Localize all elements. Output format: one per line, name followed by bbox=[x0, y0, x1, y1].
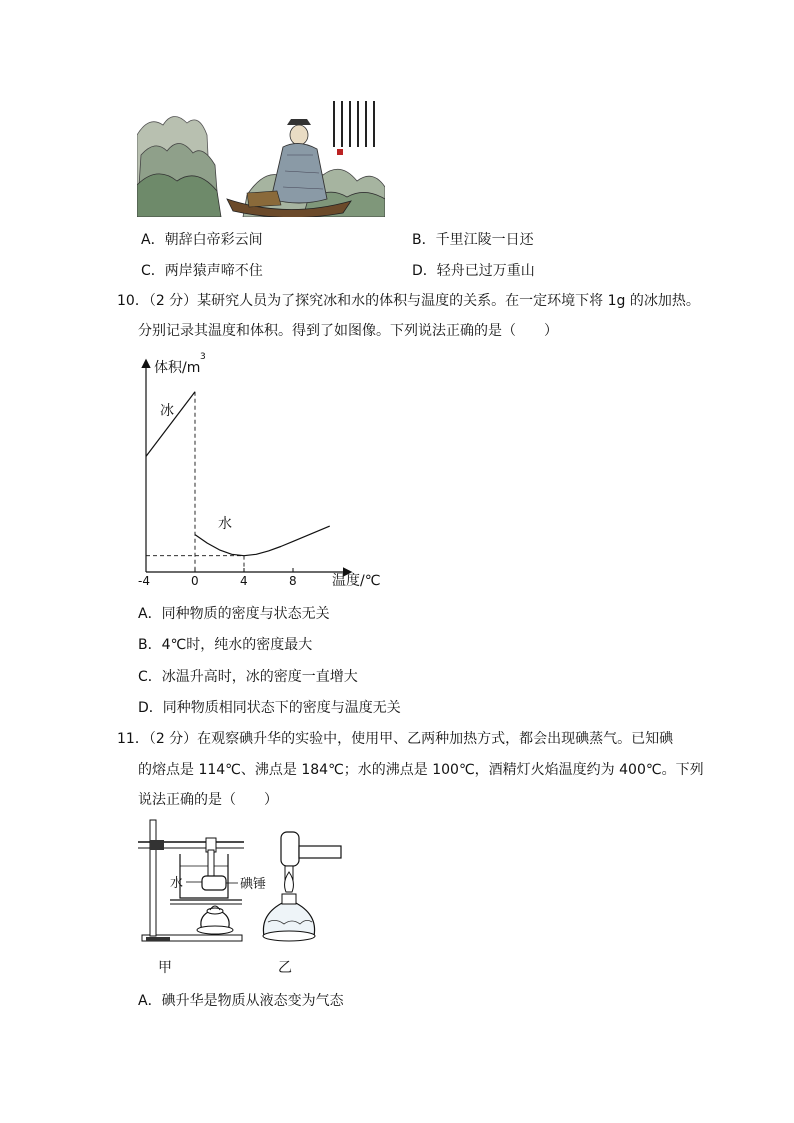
q11-option-a: A．碘升华是物质从液态变为气态 bbox=[138, 993, 344, 1009]
poem-painting bbox=[137, 95, 385, 217]
series-label-ice: 冰 bbox=[160, 403, 174, 419]
series-label-water: 水 bbox=[218, 516, 232, 532]
q9-option-d: D．轻舟已过万重山 bbox=[412, 263, 535, 279]
q10-chart bbox=[136, 345, 396, 595]
x-tick-label-1: 0 bbox=[191, 574, 199, 588]
label-iodine-hammer: 碘锤 bbox=[240, 877, 267, 892]
x-tick-label-2: 4 bbox=[240, 574, 248, 588]
series-line-ice bbox=[146, 392, 195, 457]
stand-rod bbox=[150, 820, 156, 936]
y-axis-label-superscript: 3 bbox=[200, 352, 206, 362]
caption-jia: 甲 bbox=[158, 960, 172, 976]
q11-apparatus-figure bbox=[136, 818, 346, 978]
y-axis-label: 体积/m bbox=[154, 360, 201, 376]
q9-option-b: B．千里江陵一日还 bbox=[412, 232, 534, 248]
x-tick-label-3: 8 bbox=[289, 574, 297, 588]
q11-stem-line2: 的熔点是 114℃、沸点是 184℃；水的沸点是 100℃，酒精灯火焰温度约为 400℃。下列 bbox=[138, 762, 704, 778]
label-water: 水 bbox=[170, 876, 184, 891]
x-tick-label-0: -4 bbox=[138, 574, 150, 588]
q10-option-d: D．同种物质相同状态下的密度与温度无关 bbox=[138, 700, 401, 716]
q11-stem-line3: 说法正确的是（ ） bbox=[138, 792, 278, 808]
q10-option-a: A．同种物质的密度与状态无关 bbox=[138, 606, 330, 622]
series-line-water bbox=[195, 526, 330, 556]
q10-stem-line2: 分别记录其温度和体积。得到了如图像。下列说法正确的是（ ） bbox=[138, 323, 558, 339]
q10-chart-svg bbox=[136, 345, 396, 595]
q11-stem-line1: 11．（2 分）在观察碘升华的实验中，使用甲、乙两种加热方式，都会出现碘蒸气。已知碘 bbox=[117, 731, 674, 747]
q10-option-b: B．4℃时，纯水的密度最大 bbox=[138, 637, 313, 653]
caption-yi: 乙 bbox=[278, 960, 292, 976]
q10-option-c: C．冰温升高时，冰的密度一直增大 bbox=[138, 669, 358, 685]
x-axis-label: 温度/℃ bbox=[332, 573, 381, 589]
q10-stem-line1: 10．（2 分）某研究人员为了探究冰和水的体积与温度的关系。在一定环境下将 1g 的冰加热。 bbox=[117, 293, 700, 309]
q9-option-c: C．两岸猿声啼不住 bbox=[141, 263, 263, 279]
q9-option-a: A．朝辞白帝彩云间 bbox=[141, 232, 263, 248]
iodine-hammer bbox=[202, 876, 226, 890]
